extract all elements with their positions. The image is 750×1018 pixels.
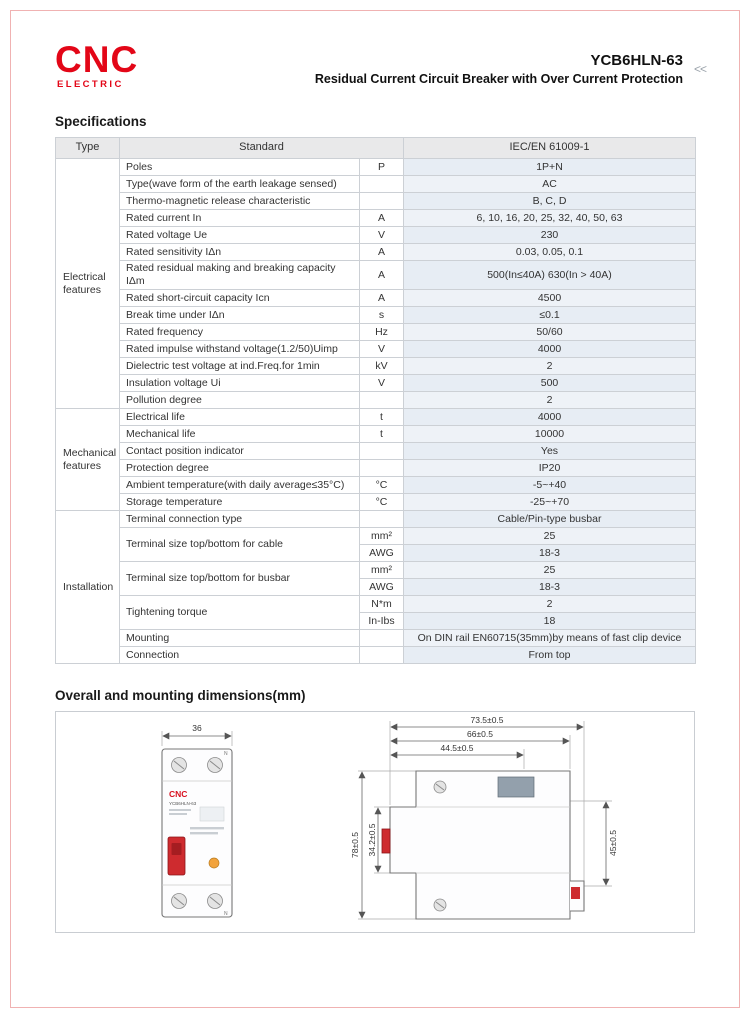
spec-value: 25 (404, 528, 696, 545)
table-row (56, 477, 696, 494)
spec-unit (360, 176, 404, 193)
rating-label-plate (200, 807, 224, 821)
spec-unit: V (360, 341, 404, 358)
spec-value: 4000 (404, 341, 696, 358)
table-row (56, 528, 696, 545)
col-header-type: Type (56, 138, 120, 159)
table-row (56, 647, 696, 664)
spec-value: 18-3 (404, 545, 696, 562)
table-row (56, 324, 696, 341)
spec-value: 2 (404, 596, 696, 613)
spec-value: 10000 (404, 426, 696, 443)
spec-unit (360, 392, 404, 409)
spec-name: Storage temperature (120, 494, 360, 511)
terminal-opening (498, 777, 534, 797)
page-header (55, 39, 695, 91)
breaker-front-body (162, 749, 232, 917)
table-row (56, 494, 696, 511)
spec-unit: In-Ibs (360, 613, 404, 630)
spec-table-body (56, 159, 696, 664)
spec-name: Terminal connection type (120, 511, 360, 528)
spec-value: 230 (404, 227, 696, 244)
spec-value: 18 (404, 613, 696, 630)
table-row (56, 307, 696, 324)
dimensions-heading: Overall and mounting dimensions(mm) (55, 688, 306, 704)
spec-name: Electrical life (120, 409, 360, 426)
table-row (56, 159, 696, 176)
spec-unit: °C (360, 494, 404, 511)
spec-name: Rated current In (120, 210, 360, 227)
spec-unit: A (360, 261, 404, 290)
table-row (56, 358, 696, 375)
spec-unit (360, 443, 404, 460)
spec-value: AC (404, 176, 696, 193)
spec-unit: A (360, 290, 404, 307)
spec-value: -25~+70 (404, 494, 696, 511)
side-toggle-lever (382, 829, 390, 853)
spec-name: Rated impulse withstand voltage(1.2/50)Uimp (120, 341, 360, 358)
spec-unit: A (360, 210, 404, 227)
table-row (56, 290, 696, 307)
spec-value: ≤0.1 (404, 307, 696, 324)
breaker-side-body (382, 771, 584, 919)
spec-value: On DIN rail EN60715(35mm)by means of fast clip device (404, 630, 696, 647)
row-group-type: Installation (56, 511, 120, 664)
spec-unit: mm² (360, 528, 404, 545)
spec-value: -5~+40 (404, 477, 696, 494)
spec-name: Rated frequency (120, 324, 360, 341)
spec-unit: s (360, 307, 404, 324)
spec-name: Rated short-circuit capacity Icn (120, 290, 360, 307)
spec-unit: N*m (360, 596, 404, 613)
spec-name: Insulation voltage Ui (120, 375, 360, 392)
table-row (56, 511, 696, 528)
spec-unit: °C (360, 477, 404, 494)
spec-name: Ambient temperature(with daily average≤35°C) (120, 477, 360, 494)
device-model-text: YCB6HLN-63 (169, 801, 197, 807)
spec-unit: kV (360, 358, 404, 375)
brand-logo (55, 39, 139, 91)
col-header-value: IEC/EN 61009-1 (404, 138, 696, 159)
table-row (56, 193, 696, 210)
dim-snout-height-label: 34.2±0.5 (367, 823, 377, 857)
dim-depth-mid-label: 66±0.5 (467, 729, 493, 740)
brand-logo-subtext: ELECTRIC (57, 79, 124, 91)
spec-value: 2 (404, 358, 696, 375)
table-row (56, 443, 696, 460)
spec-unit: t (360, 409, 404, 426)
spec-name: Rated residual making and breaking capacity IΔm (120, 261, 360, 290)
spec-value: 500(In≤40A) 630(In > 40A) (404, 261, 696, 290)
table-row (56, 562, 696, 579)
table-row (56, 244, 696, 261)
spec-name: Poles (120, 159, 360, 176)
test-button (209, 858, 219, 868)
spec-unit (360, 511, 404, 528)
dim-right-height-label: 45±0.5 (608, 830, 618, 857)
front-view-drawing (112, 713, 282, 931)
table-row (56, 630, 696, 647)
spec-unit: t (360, 426, 404, 443)
table-row (56, 460, 696, 477)
spec-name: Rated sensitivity IΔn (120, 244, 360, 261)
row-group-type: Mechanical features (56, 409, 120, 511)
spec-unit: mm² (360, 562, 404, 579)
spec-name: Contact position indicator (120, 443, 360, 460)
table-row (56, 409, 696, 426)
spec-value: 4500 (404, 290, 696, 307)
spec-unit (360, 193, 404, 210)
spec-value: From top (404, 647, 696, 664)
spec-name: Break time under IΔn (120, 307, 360, 324)
spec-unit: V (360, 375, 404, 392)
spec-unit: AWG (360, 545, 404, 562)
clip-release (571, 887, 580, 899)
spec-value: 6, 10, 16, 20, 25, 32, 40, 50, 63 (404, 210, 696, 227)
spec-name: Terminal size top/bottom for cable (120, 528, 360, 562)
front-width-dimension (162, 723, 232, 746)
table-row (56, 596, 696, 613)
spec-unit (360, 647, 404, 664)
spec-unit (360, 630, 404, 647)
breaker-toggle-lever (168, 837, 185, 875)
spec-name: Rated voltage Ue (120, 227, 360, 244)
spec-unit: V (360, 227, 404, 244)
spec-name: Connection (120, 647, 360, 664)
spec-table (55, 137, 696, 664)
table-row (56, 375, 696, 392)
page-nav-marker: << (693, 62, 706, 76)
spec-unit: Hz (360, 324, 404, 341)
spec-unit: A (360, 244, 404, 261)
table-row (56, 341, 696, 358)
dim-overall-depth-label: 73.5±0.5 (470, 715, 504, 726)
spec-name: Thermo-magnetic release characteristic (120, 193, 360, 210)
spec-value: 2 (404, 392, 696, 409)
spec-name: Mounting (120, 630, 360, 647)
spec-name: Pollution degree (120, 392, 360, 409)
spec-name: Mechanical life (120, 426, 360, 443)
spec-value: Yes (404, 443, 696, 460)
col-header-standard: Standard (120, 138, 404, 159)
neutral-marker-bottom: N (224, 911, 228, 918)
table-row (56, 426, 696, 443)
title-block (315, 42, 695, 86)
table-row (56, 261, 696, 290)
spec-name: Terminal size top/bottom for busbar (120, 562, 360, 596)
spec-value: IP20 (404, 460, 696, 477)
neutral-marker-top: N (224, 751, 228, 758)
spec-name: Dielectric test voltage at ind.Freq.for 1min (120, 358, 360, 375)
spec-value: 500 (404, 375, 696, 392)
dim-height-label: 78±0.5 (350, 832, 360, 859)
page-content (55, 39, 695, 933)
spec-value: B, C, D (404, 193, 696, 210)
product-model-title: YCB6HLN-63 (590, 52, 683, 69)
spec-name: Protection degree (120, 460, 360, 477)
spec-value: 50/60 (404, 324, 696, 341)
spec-unit: AWG (360, 579, 404, 596)
side-view-drawing (338, 713, 638, 931)
spec-name: Tightening torque (120, 596, 360, 630)
spec-value: 18-3 (404, 579, 696, 596)
spec-value: 0.03, 0.05, 0.1 (404, 244, 696, 261)
device-brand-text: CNC (169, 789, 188, 800)
row-group-type: Electrical features (56, 159, 120, 409)
spec-value: 1P+N (404, 159, 696, 176)
dim-front-width-label: 36 (192, 723, 202, 734)
brand-logo-text: CNC (55, 39, 139, 80)
specifications-heading: Specifications (55, 114, 147, 130)
product-subtitle: Residual Current Circuit Breaker with Over Current Protection (314, 72, 683, 86)
dimensions-panel (55, 711, 695, 933)
spec-unit: P (360, 159, 404, 176)
spec-value: 4000 (404, 409, 696, 426)
spec-name: Type(wave form of the earth leakage sensed) (120, 176, 360, 193)
table-row (56, 392, 696, 409)
table-header-row (56, 138, 696, 159)
table-row (56, 210, 696, 227)
spec-value: Cable/Pin-type busbar (404, 511, 696, 528)
table-row (56, 227, 696, 244)
spec-unit (360, 460, 404, 477)
dim-depth-inner-label: 44.5±0.5 (440, 743, 474, 754)
spec-value: 25 (404, 562, 696, 579)
table-row (56, 176, 696, 193)
